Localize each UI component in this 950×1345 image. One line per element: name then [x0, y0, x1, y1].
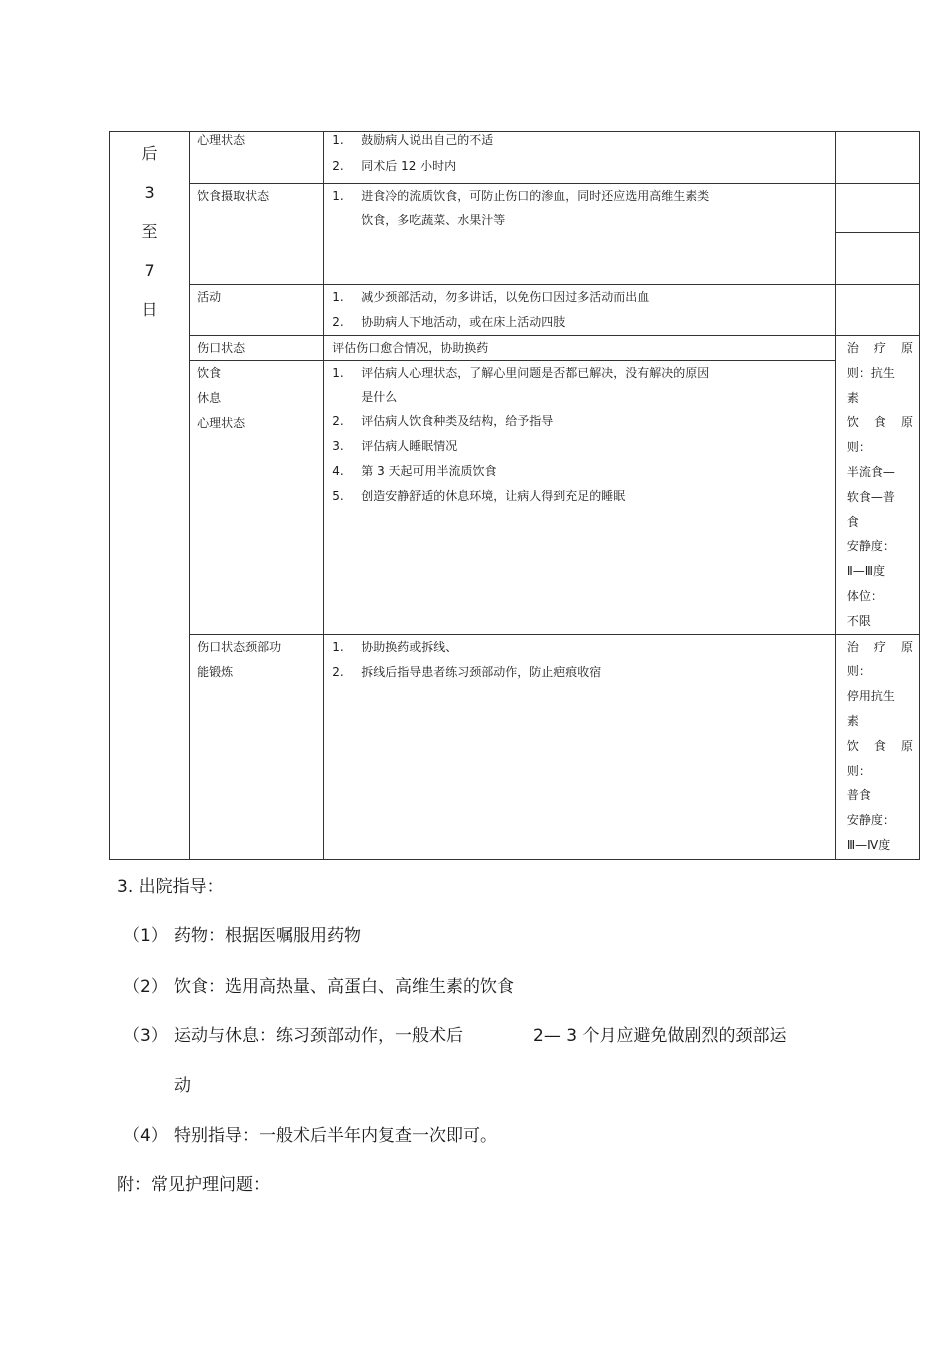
- item-label: 休息: [197, 391, 222, 406]
- phase-char: 至: [141, 222, 158, 241]
- list-item: [332, 434, 835, 459]
- list-number: 1.: [332, 290, 344, 304]
- discharge-heading: 3. 出院指导：: [117, 877, 224, 897]
- discharge-item: [123, 1121, 497, 1146]
- phase-char: 日: [141, 300, 158, 319]
- phase-char: 7: [144, 261, 155, 280]
- list-text: 创造安静舒适的休息环境，让病人得到充足的睡眠: [361, 489, 626, 504]
- discharge-item-number: （1）: [123, 926, 168, 946]
- list-number: 1.: [332, 133, 344, 147]
- list-number: 2.: [332, 159, 344, 173]
- list-text: 同术后 12 小时内: [361, 159, 457, 173]
- item-label: 心理状态: [197, 416, 246, 431]
- item-label: 活动: [197, 290, 222, 304]
- item-label: 心理状态: [197, 133, 246, 147]
- list-text: 减少颈部活动，勿多讲话，以免伤口因过多活动而出血: [361, 290, 650, 304]
- phase-char: 后: [141, 144, 158, 163]
- note-line: 普食: [846, 788, 871, 803]
- content-cell: [324, 336, 836, 361]
- note-line: 治疗原: [846, 639, 913, 654]
- content-cell: [324, 634, 836, 859]
- discharge-item-continued: 动: [174, 1076, 191, 1096]
- list-item: [332, 310, 835, 335]
- note-cell-empty: [835, 132, 919, 184]
- content-cell: [324, 285, 836, 336]
- note-line: 停用抗生: [846, 689, 895, 704]
- discharge-item: [123, 1021, 786, 1046]
- note-line: Ⅲ—Ⅳ度: [846, 837, 891, 852]
- list-number: 1.: [332, 366, 344, 381]
- note-text: [847, 635, 913, 858]
- discharge-item-number: （2）: [123, 977, 168, 997]
- list-text: 评估病人睡眠情况: [361, 439, 458, 454]
- note-split-top: [836, 184, 919, 233]
- note-line: 饮食原: [846, 415, 913, 430]
- content-text: 评估伤口愈合情况，协助换药: [332, 341, 489, 355]
- note-cell-empty: [835, 285, 919, 336]
- item-label: 伤口状态: [197, 341, 246, 355]
- note-line: 软食—普: [846, 489, 895, 504]
- note-line: 不限: [846, 613, 871, 628]
- content-cell: [324, 184, 836, 285]
- list-text: 鼓励病人说出自己的不适: [361, 133, 494, 147]
- list-number: 2.: [332, 664, 344, 679]
- list-item: [332, 361, 835, 386]
- note-line: 安静度：: [846, 539, 895, 554]
- discharge-item-text: 饮食：选用高热量、高蛋白、高维生素的饮食: [174, 977, 514, 997]
- list-text: 拆线后指导患者练习颈部动作，防止疤痕收宿: [361, 664, 602, 679]
- note-line: 安静度：: [846, 813, 895, 828]
- care-plan-table: [109, 131, 920, 860]
- list-number: 1.: [332, 189, 344, 203]
- item-cell: [190, 361, 324, 635]
- discharge-item-number: （4）: [123, 1126, 168, 1146]
- item-cell: [190, 184, 324, 285]
- content-cell: [324, 361, 836, 635]
- list-text: 第 3 天起可用半流质饮食: [361, 464, 497, 479]
- note-line: 则：: [846, 763, 871, 778]
- list-item: [332, 635, 835, 660]
- list-text: 进食冷的流质饮食，可防止伤口的渗血，同时还应选用高维生素类: [361, 189, 710, 203]
- list-text-continued: 饮食，多吃蔬菜、水果汁等: [361, 213, 506, 227]
- list-text: 评估病人心理状态，了解心里问题是否都已解决，没有解决的原因: [361, 366, 710, 381]
- list-text-continued: 是什么: [361, 390, 398, 405]
- item-cell: [190, 132, 324, 184]
- list-item: [332, 484, 835, 509]
- item-label: 饮食摄取状态: [197, 189, 270, 203]
- discharge-item: [123, 921, 361, 946]
- list-text: 协助换药或拆线、: [361, 639, 458, 654]
- discharge-item-text: 药物：根据医嘱服用药物: [174, 926, 361, 946]
- list-item: [332, 154, 835, 179]
- discharge-item-text: 运动与休息：练习颈部动作，一般术后: [174, 1026, 463, 1046]
- list-number: 3.: [332, 439, 344, 454]
- item-label: 饮食: [197, 366, 222, 381]
- discharge-item-text: 2— 3 个月应避免做剧烈的颈部运: [533, 1026, 787, 1046]
- note-cell: [835, 634, 919, 859]
- phase-cell: [110, 132, 190, 860]
- list-number: 2.: [332, 315, 344, 329]
- item-cell: [190, 336, 324, 361]
- list-number: 5.: [332, 489, 344, 504]
- list-text: 协助病人下地活动，或在床上活动四肢: [361, 315, 566, 329]
- note-cell-split: [835, 184, 919, 285]
- item-cell: [190, 285, 324, 336]
- discharge-item-number: （3）: [123, 1026, 168, 1046]
- content-cell: [324, 132, 836, 184]
- note-line: Ⅱ—Ⅲ度: [846, 564, 886, 579]
- note-line: 食: [846, 514, 859, 529]
- note-cell: [835, 336, 919, 635]
- list-item: [332, 459, 835, 484]
- item-label: 能锻炼: [197, 664, 234, 679]
- note-line: 饮食原: [846, 738, 913, 753]
- discharge-item: [123, 972, 514, 997]
- list-item: [332, 409, 835, 434]
- note-line: 体位：: [846, 588, 883, 603]
- note-line: 素: [846, 713, 859, 728]
- list-text: 评估病人饮食种类及结构，给予指导: [361, 414, 554, 429]
- appendix-heading: 附：常见护理问题：: [117, 1175, 270, 1195]
- discharge-item-text: 特别指导：一般术后半年内复查一次即可。: [174, 1126, 497, 1146]
- item-label: 伤口状态颈部功: [197, 639, 282, 654]
- note-text: [847, 336, 913, 634]
- note-line: 则：: [846, 664, 871, 679]
- list-number: 1.: [332, 639, 344, 654]
- item-cell: [190, 634, 324, 859]
- note-line: 则：抗生: [846, 365, 895, 380]
- list-item: [332, 132, 835, 148]
- note-line: 素: [846, 390, 859, 405]
- phase-char: 3: [144, 183, 155, 202]
- note-line: 半流食—: [846, 464, 895, 479]
- list-number: 2.: [332, 414, 344, 429]
- list-item: [332, 184, 835, 209]
- list-number: 4.: [332, 464, 344, 479]
- note-line: 治疗原: [846, 341, 913, 355]
- list-item: [332, 660, 835, 685]
- note-line: 则：: [846, 440, 871, 455]
- list-item: [332, 285, 835, 310]
